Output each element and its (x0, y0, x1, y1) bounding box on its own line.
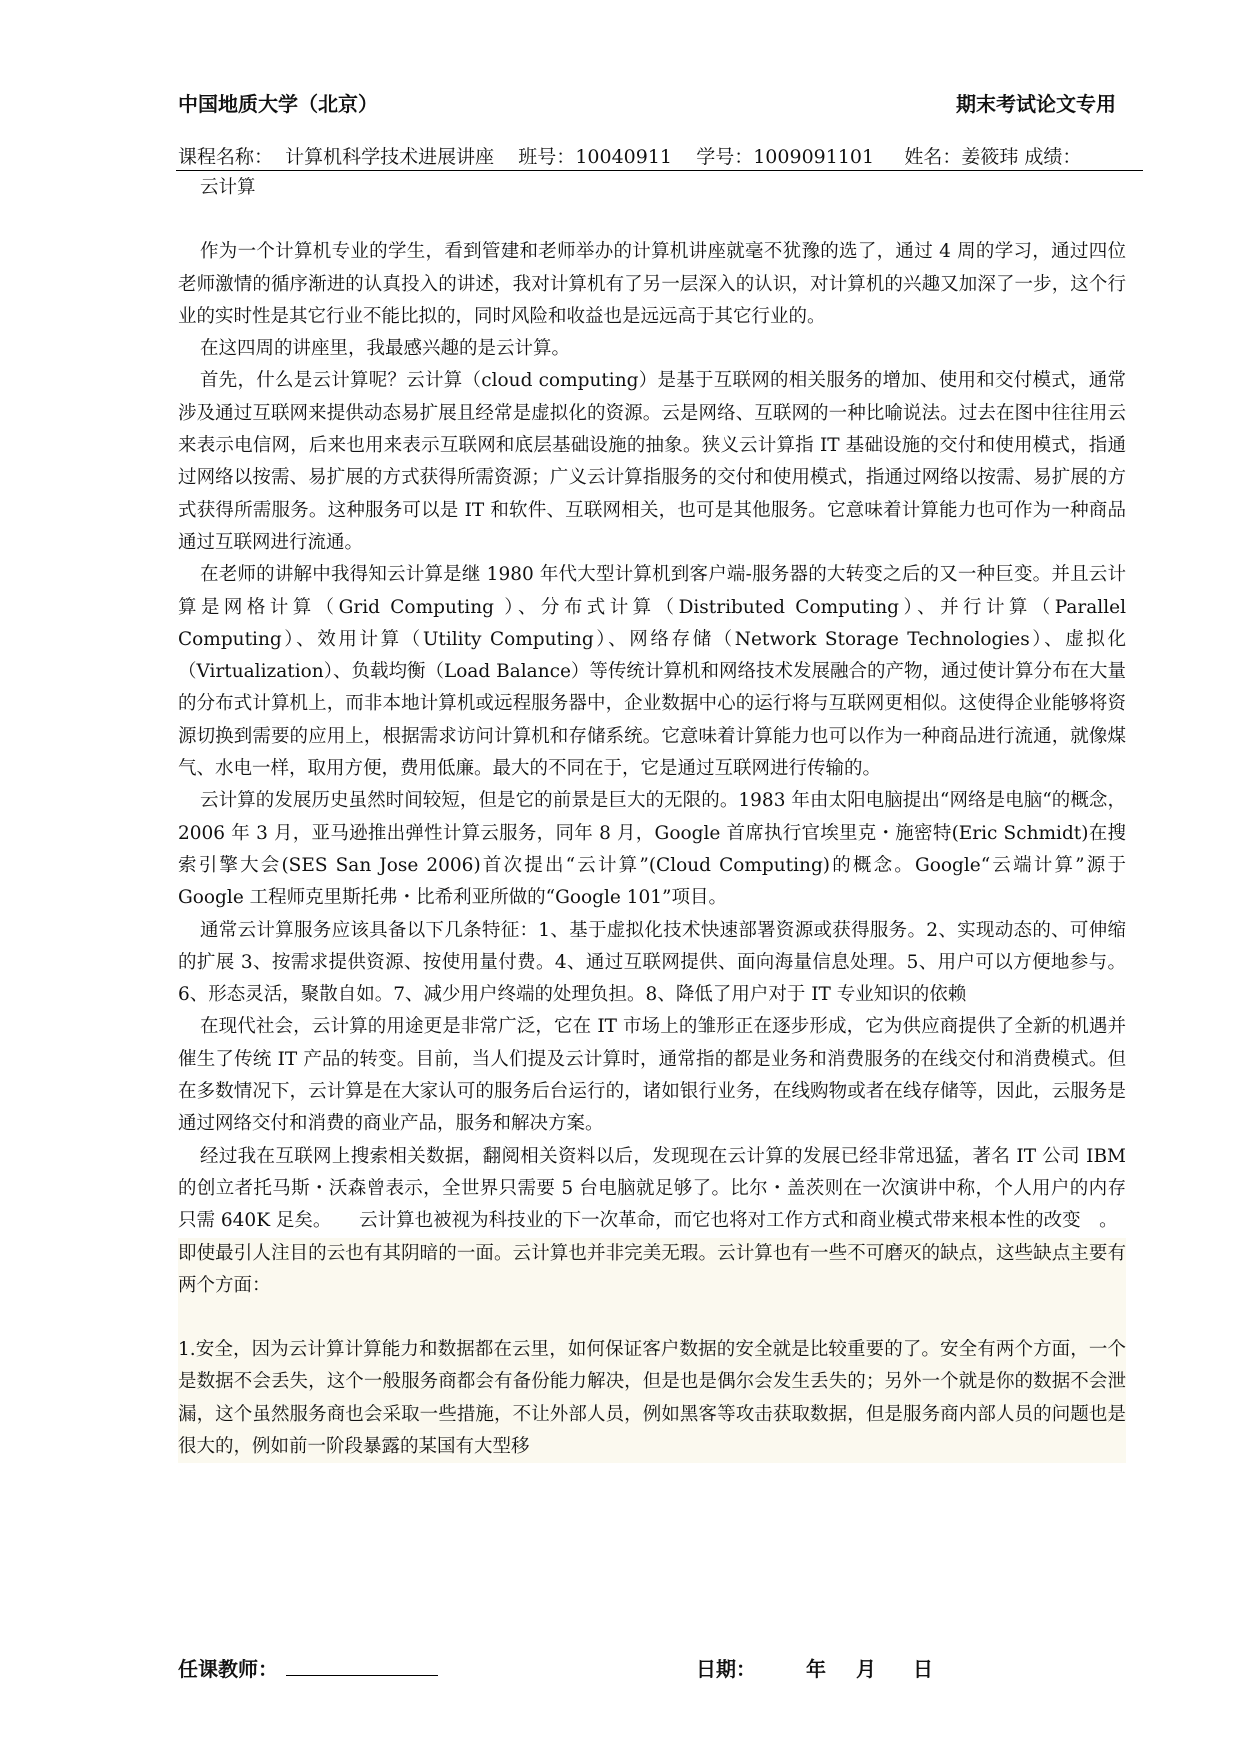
class-label: 班号： (518, 146, 576, 168)
essay-title: 云计算 (200, 177, 256, 198)
name-value: 姜筱玮 (961, 146, 1019, 168)
day-label: 日 (913, 1657, 933, 1681)
paragraph-4: 在老师的讲解中我得知云计算是继 1980 年代大型计算机到客户端-服务器的大转变之后的又一种巨变。并且云计算是网格计算（Grid Computing ）、分布式计算（Distributed Computing）、并行计算（Parallel Computing）、效用计算（Utility Computing）、网络存储（Network Storage Technologies）、虚拟化（Virtualization）、负载均衡（Load Balance）等传统计算机和网络技术发展融合的产物，通过使计算分布在大量的分布式计算机上，而非本地计算机或远程服务器中，企业数据中心的运行将与互联网更相似。这使得企业能够将资源切换到需要的应用上，根据需求访问计算机和存储系统。它意味着计算能力也可以作为一种商品进行流通，就像煤气、水电一样，取用方便，费用低廉。最大的不同在于，它是通过互联网进行传输的。 (178, 564, 1126, 780)
course-info-line (178, 142, 1081, 169)
student-id-label: 学号： (696, 146, 754, 168)
paragraph-5: 云计算的发展历史虽然时间较短，但是它的前景是巨大的无限的。1983 年由太阳电脑提出“网络是电脑“的概念，2006 年 3 月，亚马逊推出弹性计算云服务，同年 8 月，Google 首席执行官埃里克・施密特(Eric Schmidt)在搜索引擎大会(SES San Jose 2006)首次提出“云计算”(Cloud Computing)的概念。Google“云端计算”源于 Google 工程师克里斯托弗・比希利亚所做的“Google 101”项目。 (178, 790, 1126, 909)
paragraph-6: 通常云计算服务应该具备以下几条特征：1、基于虚拟化技术快速部署资源或获得服务。2、实现动态的、可伸缩的扩展 3、按需求提供资源、按使用量付费。4、通过互联网提供、面向海量信息处理。5、用户可以方便地参与。6、形态灵活，聚散自如。7、减少用户终端的处理负担。8、降低了用户对于 IT 专业知识的依赖 (178, 919, 1126, 1006)
paragraph-3: 首先，什么是云计算呢？云计算（cloud computing）是基于互联网的相关服务的增加、使用和交付模式，通常涉及通过互联网来提供动态易扩展且经常是虚拟化的资源。云是网络、互联网的一种比喻说法。过去在图中往往用云来表示电信网，后来也用来表示互联网和底层基础设施的抽象。狭义云计算指 IT 基础设施的交付和使用模式，指通过网络以按需、易扩展的方式获得所需资源；广义云计算指服务的交付和使用模式，指通过网络以按需、易扩展的方式获得所需服务。这种服务可以是 IT 和软件、互联网相关，也可是其他服务。它意味着计算能力也可作为一种商品通过互联网进行流通。 (178, 370, 1126, 553)
name-label: 姓名： (904, 146, 962, 168)
essay-body (178, 172, 1126, 1463)
year-label: 年 (806, 1657, 826, 1681)
paragraph-8: 经过我在互联网上搜索相关数据，翻阅相关资料以后，发现现在云计算的发展已经非常迅猛，著名 IT 公司 IBM 的创立者托马斯・沃森曾表示，全世界只需要 5 台电脑就足够了。比尔・盖茨则在一次演讲中称，个人用户的内存只需 640K 足矣。 云计算也被视为科技业的下一次革命，而它也将对工作方式和商业模式带来根本性的改变 。 (178, 1145, 1126, 1232)
paragraph-7: 在现代社会，云计算的用途更是非常广泛，它在 IT 市场上的雏形正在逐步形成，它为供应商提供了全新的机遇并催生了传统 IT 产品的转变。目前，当人们提及云计算时，通常指的都是业务和消费服务的在线交付和消费模式。但在多数情况下，云计算是在大家认可的服务后台运行的，诸如银行业务，在线购物或者在线存储等，因此，云服务是通过网络交付和消费的商业产品，服务和解决方案。 (178, 1016, 1126, 1135)
teacher-signature-line (286, 1675, 438, 1676)
paragraph-1: 作为一个计算机专业的学生，看到管建和老师举办的计算机讲座就毫不犹豫的选了，通过 4 周的学习，通过四位老师激情的循序渐进的认真投入的讲述，我对计算机有了另一层深入的认识，对计算机的兴趣又加深了一步，这个行业的实时性是其它行业不能比拟的，同时风险和收益也是远远高于其它行业的。 (178, 241, 1126, 327)
course-value: 计算机科学技术进展讲座 (285, 146, 495, 168)
class-value: 10040911 (575, 146, 673, 168)
paragraph-2: 在这四周的讲座里，我最感兴趣的是云计算。 (200, 338, 571, 360)
teacher-label: 任课教师： (178, 1657, 278, 1681)
exam-type: 期末考试论文专用 (956, 92, 1116, 116)
grade-label: 成绩： (1024, 146, 1082, 168)
university-name: 中国地质大学（北京） (178, 92, 378, 116)
course-label: 课程名称： (178, 146, 274, 168)
date-label: 日期： (696, 1657, 756, 1681)
header-rule (176, 170, 1143, 171)
paragraph-9: 即使最引人注目的云也有其阴暗的一面。云计算也并非完美无瑕。云计算也有一些不可磨灭的缺点，这些缺点主要有两个方面： (178, 1242, 1126, 1296)
month-label: 月 (856, 1657, 876, 1681)
student-id-value: 1009091101 (753, 146, 875, 168)
paragraph-10: 1.安全，因为云计算计算能力和数据都在云里，如何保证客户数据的安全就是比较重要的了。安全有两个方面，一个是数据不会丢失，这个一般服务商都会有备份能力解决，但是也是偶尔会发生丢失的；另外一个就是你的数据不会泄漏，这个虽然服务商也会采取一些措施，不让外部人员，例如黑客等攻击获取数据，但是服务商内部人员的问题也是很大的，例如前一阶段暴露的某国有大型移 (178, 1339, 1126, 1457)
